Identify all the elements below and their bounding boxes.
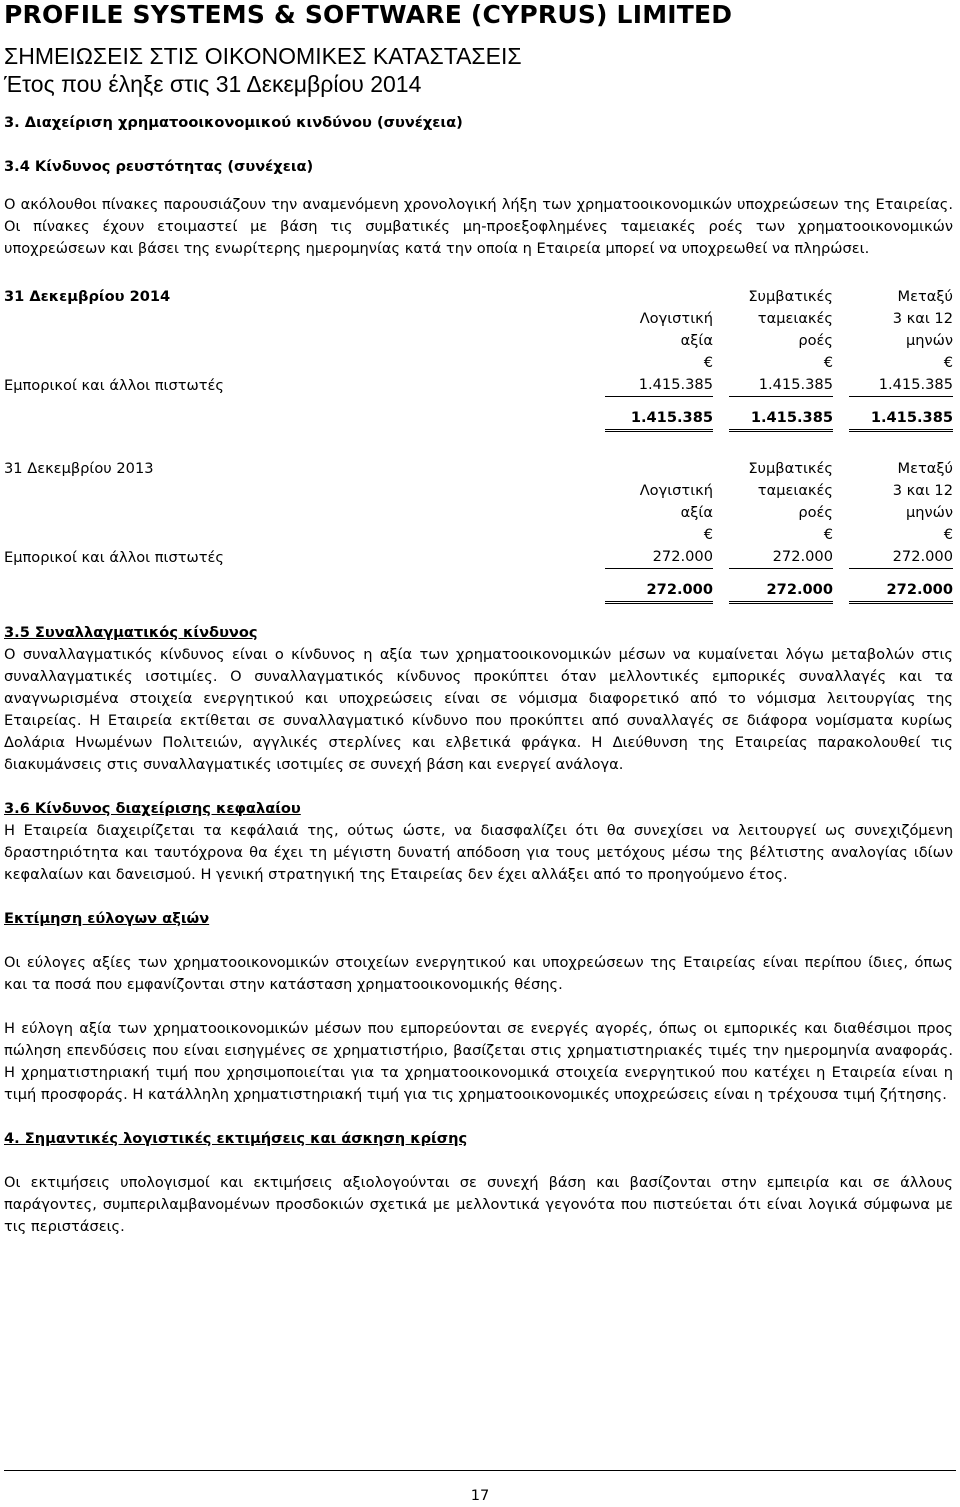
col1-header-line3: αξία bbox=[680, 504, 713, 521]
col2-header-line1: Συμβατικές bbox=[748, 288, 833, 305]
col2-currency: € bbox=[823, 526, 833, 543]
col3-header-line3: μηνών bbox=[905, 504, 953, 521]
table-2013-date: 31 Δεκεμβρίου 2013 bbox=[4, 460, 154, 477]
col3-header-line1: Μεταξύ bbox=[897, 460, 953, 477]
col3-header-line1: Μεταξύ bbox=[897, 288, 953, 305]
liquidity-paragraph: Ο ακόλουθοι πίνακες παρουσιάζουν την αναμενόμενη χρονολογική λήξη των χρηματοοικονομικών υποχρεώσεων της Εταιρείας. Οι πίνακες έχουν ετοιμαστεί με βάση τις συμβατικές μη-προεξοφλημένες ταμειακές ροές των χρηματοοικονομικών υποχρεώσεων και βάσει της ενωρίτερης ημερομηνίας κατά την οποία η Εταιρεία μπορεί να υποχρεωθεί να πληρώσει. bbox=[4, 196, 953, 257]
total-row bbox=[4, 579, 953, 604]
value-contractual: 1.415.385 bbox=[729, 374, 833, 397]
total-3-12-months: 272.000 bbox=[849, 579, 953, 604]
liquidity-table-2014 bbox=[4, 286, 953, 432]
fair-value-paragraph-2: Η εύλογη αξία των χρηματοοικονομικών μέσων που εμπορεύονται σε ενεργές αγορές, όπως οι εμπορικές και διαθέσιμοι προς πώληση επενδύσεις που είναι εισηγμένες σε χρηματιστήριο, βασίζεται στις χρηματιστηριακές τιμές την ημερομηνία αναφοράς. Η χρηματιστηριακή τιμή που χρησιμοποιείται για τα χρηματοοικονομικά στοιχεία ενεργητικού που κατέχει η Εταιρεία είναι η τιμή προσφοράς. Η κατάλληλη χρηματιστηριακή τιμή για τις χρηματοοικονομικές υποχρεώσεις είναι η τρέχουσα τιμή ζήτησης. bbox=[4, 1020, 953, 1103]
col3-header-line2: 3 και 12 bbox=[892, 482, 953, 499]
col2-currency: € bbox=[823, 354, 833, 371]
col3-header-line2: 3 και 12 bbox=[892, 310, 953, 327]
fair-value-paragraph-1: Οι εύλογες αξίες των χρηματοοικονομικών στοιχείων ενεργητικού και υποχρεώσεων της Εταιρείας είναι περίπου ίδιες, όπως και τα ποσά που εμφανίζονται στην κατάσταση χρηματοοικονομικής θέσης. bbox=[4, 954, 953, 993]
section-4-paragraph: Οι εκτιμήσεις υπολογισμοί και εκτιμήσεις αξιολογούνται σε συνεχή βάση και βασίζονται στην εμπειρία και σε άλλους παράγοντες, συμπεριλαμβανομένων προσδοκιών σχετικά με μελλοντικά γεγονότα που πιστεύεται ότι είναι λογικά σύμφωνα με τις περιστάσεις. bbox=[4, 1174, 953, 1235]
row-label: Εμπορικοί και άλλοι πιστωτές bbox=[4, 377, 224, 394]
page-number: 17 bbox=[470, 1487, 490, 1504]
col1-currency: € bbox=[703, 526, 713, 543]
total-carrying: 272.000 bbox=[605, 579, 713, 604]
document-subtitle: Έτος που έληξε στις 31 Δεκεμβρίου 2014 bbox=[4, 71, 422, 97]
value-3-12-months: 272.000 bbox=[849, 546, 953, 569]
section-3-heading: 3. Διαχείριση χρηματοοικονομικού κινδύνου (συνέχεια) bbox=[4, 114, 463, 131]
fair-value-heading: Εκτίμηση εύλογων αξιών bbox=[4, 910, 210, 927]
value-contractual: 272.000 bbox=[729, 546, 833, 569]
col2-header-line3: ροές bbox=[798, 504, 833, 521]
section-3-6-heading: 3.6 Κίνδυνος διαχείρισης κεφαλαίου bbox=[4, 800, 301, 817]
total-contractual: 1.415.385 bbox=[729, 407, 833, 432]
total-row bbox=[4, 407, 953, 432]
table-2014-date: 31 Δεκεμβρίου 2014 bbox=[4, 288, 171, 305]
section-4-heading: 4. Σημαντικές λογιστικές εκτιμήσεις και άσκηση κρίσης bbox=[4, 1130, 468, 1147]
table-row bbox=[4, 374, 953, 397]
col1-header-line1 bbox=[583, 458, 713, 480]
total-3-12-months: 1.415.385 bbox=[849, 407, 953, 432]
section-3-4-heading: 3.4 Κίνδυνος ρευστότητας (συνέχεια) bbox=[4, 158, 314, 175]
col1-header-line2: Λογιστική bbox=[639, 482, 713, 499]
table-row bbox=[4, 546, 953, 569]
company-name: PROFILE SYSTEMS & SOFTWARE (CYPRUS) LIMITED bbox=[4, 0, 733, 29]
col1-header-line1 bbox=[583, 286, 713, 308]
total-contractual: 272.000 bbox=[729, 579, 833, 604]
total-carrying: 1.415.385 bbox=[605, 407, 713, 432]
col3-currency: € bbox=[943, 526, 953, 543]
col2-header-line1: Συμβατικές bbox=[748, 460, 833, 477]
col1-header-line3: αξία bbox=[680, 332, 713, 349]
section-3-5-heading: 3.5 Συναλλαγματικός κίνδυνος bbox=[4, 624, 258, 641]
col2-header-line2: ταμειακές bbox=[757, 310, 833, 327]
col1-header-line2: Λογιστική bbox=[639, 310, 713, 327]
col3-currency: € bbox=[943, 354, 953, 371]
col2-header-line2: ταμειακές bbox=[757, 482, 833, 499]
value-carrying: 272.000 bbox=[605, 546, 713, 569]
value-3-12-months: 1.415.385 bbox=[849, 374, 953, 397]
document-title: ΣΗΜΕΙΩΣΕΙΣ ΣΤΙΣ ΟΙΚΟΝΟΜΙΚΕΣ ΚΑΤΑΣΤΑΣΕΙΣ bbox=[4, 43, 522, 69]
col1-currency: € bbox=[703, 354, 713, 371]
liquidity-table-2013 bbox=[4, 458, 953, 604]
row-label: Εμπορικοί και άλλοι πιστωτές bbox=[4, 549, 224, 566]
currency-risk-paragraph: Ο συναλλαγματικός κίνδυνος είναι ο κίνδυνος η αξία των χρηματοοικονομικών μέσων να κυμαίνεται λόγω μεταβολών στις συναλλαγματικές ισοτιμίες. Ο συναλλαγματικός κίνδυνος προκύπτει όταν μελλοντικές εμπορικές συναλλαγές και τα αναγνωρισμένα στοιχεία ενεργητικού και υποχρεώσεις είναι σε νόμισμα διαφορετικό από το νόμισμα λειτουργίας της Εταιρείας. Η Εταιρεία εκτίθεται σε συναλλαγματικό κίνδυνο που προκύπτει από συναλλαγές σε διάφορα νομίσματα κυρίως Δολάρια Ηνωμένων Πολιτειών, αγγλικές στερλίνες και ελβετικά φράγκα. Η Διεύθυνση της Εταιρείας παρακολουθεί τις διακυμάνσεις στις συναλλαγματικές ισοτιμίες σε συνεχή βάση και ενεργεί ανάλογα. bbox=[4, 646, 953, 773]
col3-header-line3: μηνών bbox=[905, 332, 953, 349]
col2-header-line3: ροές bbox=[798, 332, 833, 349]
value-carrying: 1.415.385 bbox=[605, 374, 713, 397]
page-footer bbox=[4, 1470, 956, 1507]
capital-risk-paragraph: Η Εταιρεία διαχειρίζεται τα κεφάλαιά της, ούτως ώστε, να διασφαλίζει ότι θα συνεχίσει να λειτουργεί ως συνεχιζόμενη δραστηριότητα και ταυτόχρονα θα έχει τη μέγιστη δυνατή απόδοση για τους μετόχους μέσω της βέλτιστης αναλογίας ιδίων κεφαλαίων και δανεισμού. Η γενική στρατηγική της Εταιρείας δεν έχει αλλάξει από το προηγούμενο έτος. bbox=[4, 822, 953, 883]
